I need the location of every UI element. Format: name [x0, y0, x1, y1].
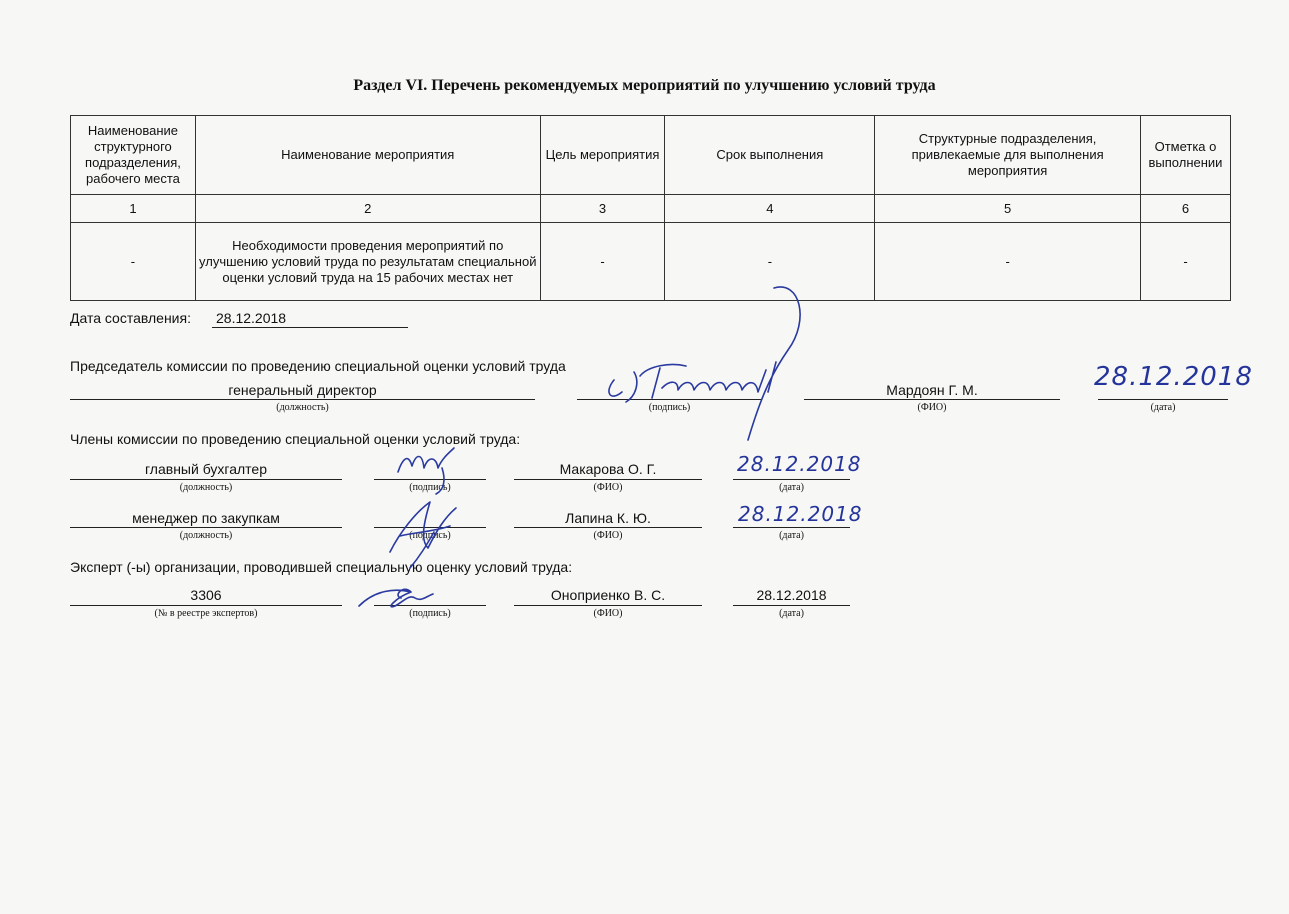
- caption-fio: (ФИО): [593, 482, 623, 493]
- caption-signature: (подпись): [409, 482, 451, 493]
- table-cell: Необходимости проведения мероприятий по улучшению условий труда по результатам специальной оценки условий труда на 15 рабочих местах нет: [195, 223, 540, 301]
- header-cell: Срок выполнения: [665, 116, 875, 195]
- member-name: Лапина К. Ю.: [565, 510, 651, 526]
- header-cell: Отметка о выполнении: [1140, 116, 1230, 195]
- table-cell: -: [540, 223, 665, 301]
- caption-position: (должность): [276, 402, 329, 413]
- header-cell: Цель мероприятия: [540, 116, 665, 195]
- caption-position: (должность): [179, 530, 233, 541]
- caption-date: (дата): [779, 530, 804, 541]
- expert-date-line: [733, 605, 850, 606]
- expert-registry-line: [70, 605, 342, 606]
- date-underline: [212, 327, 408, 328]
- member-position-line: [70, 527, 342, 528]
- member-date-line: [733, 527, 850, 528]
- column-number: 2: [195, 195, 540, 223]
- chairman-name-line: [804, 399, 1060, 400]
- chairman-date-handwritten: 28.12.2018: [1094, 362, 1253, 392]
- column-number: 4: [665, 195, 875, 223]
- caption-signature: (подпись): [409, 608, 451, 619]
- table-cell: -: [875, 223, 1141, 301]
- table-header-row: [71, 116, 1231, 195]
- table-cell: -: [665, 223, 875, 301]
- column-number: 5: [875, 195, 1141, 223]
- expert-heading: Эксперт (-ы) организации, проводившей специальную оценку условий труда:: [70, 559, 573, 575]
- expert-date: 28.12.2018: [756, 587, 827, 603]
- member-date-line: [733, 479, 850, 480]
- member-signature: [380, 492, 470, 572]
- header-cell: Наименование структурного подразделения, рабочего места: [71, 116, 196, 195]
- member-position-line: [70, 479, 342, 480]
- member-position: менеджер по закупкам: [132, 510, 280, 526]
- chairman-heading: Председатель комиссии по проведению специальной оценки условий труда: [70, 358, 566, 374]
- expert-registry-number: 3306: [190, 587, 222, 603]
- caption-fio: (ФИО): [593, 530, 623, 541]
- caption-fio: (ФИО): [593, 608, 623, 619]
- member-position: главный бухгалтер: [145, 461, 267, 477]
- chairman-date-line: [1098, 399, 1228, 400]
- table-number-row: [71, 195, 1231, 223]
- caption-date: (дата): [779, 608, 804, 619]
- members-heading: Члены комиссии по проведению специальной оценки условий труда:: [70, 431, 521, 447]
- column-number: 3: [540, 195, 665, 223]
- chairman-position-line: [70, 399, 535, 400]
- section-title: Раздел VI. Перечень рекомендуемых мероприятий по улучшению условий труда: [353, 77, 936, 94]
- expert-name: Оноприенко В. С.: [550, 587, 666, 603]
- caption-date: (дата): [1150, 402, 1176, 413]
- column-number: 1: [71, 195, 196, 223]
- chairman-signature: [600, 280, 820, 450]
- member-name-line: [514, 479, 702, 480]
- expert-signature: [355, 580, 475, 620]
- table-cell: -: [1140, 223, 1230, 301]
- column-number: 6: [1140, 195, 1230, 223]
- chairman-position: генеральный директор: [228, 382, 377, 398]
- date-label: Дата составления:: [70, 310, 191, 326]
- caption-position: (должность): [179, 482, 233, 493]
- expert-name-line: [514, 605, 702, 606]
- table-cell: -: [71, 223, 196, 301]
- chairman-name: Мардоян Г. М.: [886, 382, 978, 398]
- header-cell: Наименование мероприятия: [195, 116, 540, 195]
- measures-table: [70, 115, 1231, 301]
- caption-date: (дата): [779, 482, 804, 493]
- member-date-handwritten: 28.12.2018: [738, 502, 863, 526]
- member-name: Макарова О. Г.: [559, 461, 657, 477]
- header-cell: Структурные подразделения, привлекаемые для выполнения мероприятия: [875, 116, 1141, 195]
- date-value: 28.12.2018: [216, 310, 287, 326]
- caption-signature: (подпись): [409, 530, 451, 541]
- member-date-handwritten: 28.12.2018: [737, 452, 862, 476]
- caption-registry: (№ в реестре экспертов): [154, 608, 258, 619]
- caption-signature: (подпись): [648, 402, 691, 413]
- member-signature: [392, 442, 472, 498]
- caption-fio: (ФИО): [917, 402, 947, 413]
- member-name-line: [514, 527, 702, 528]
